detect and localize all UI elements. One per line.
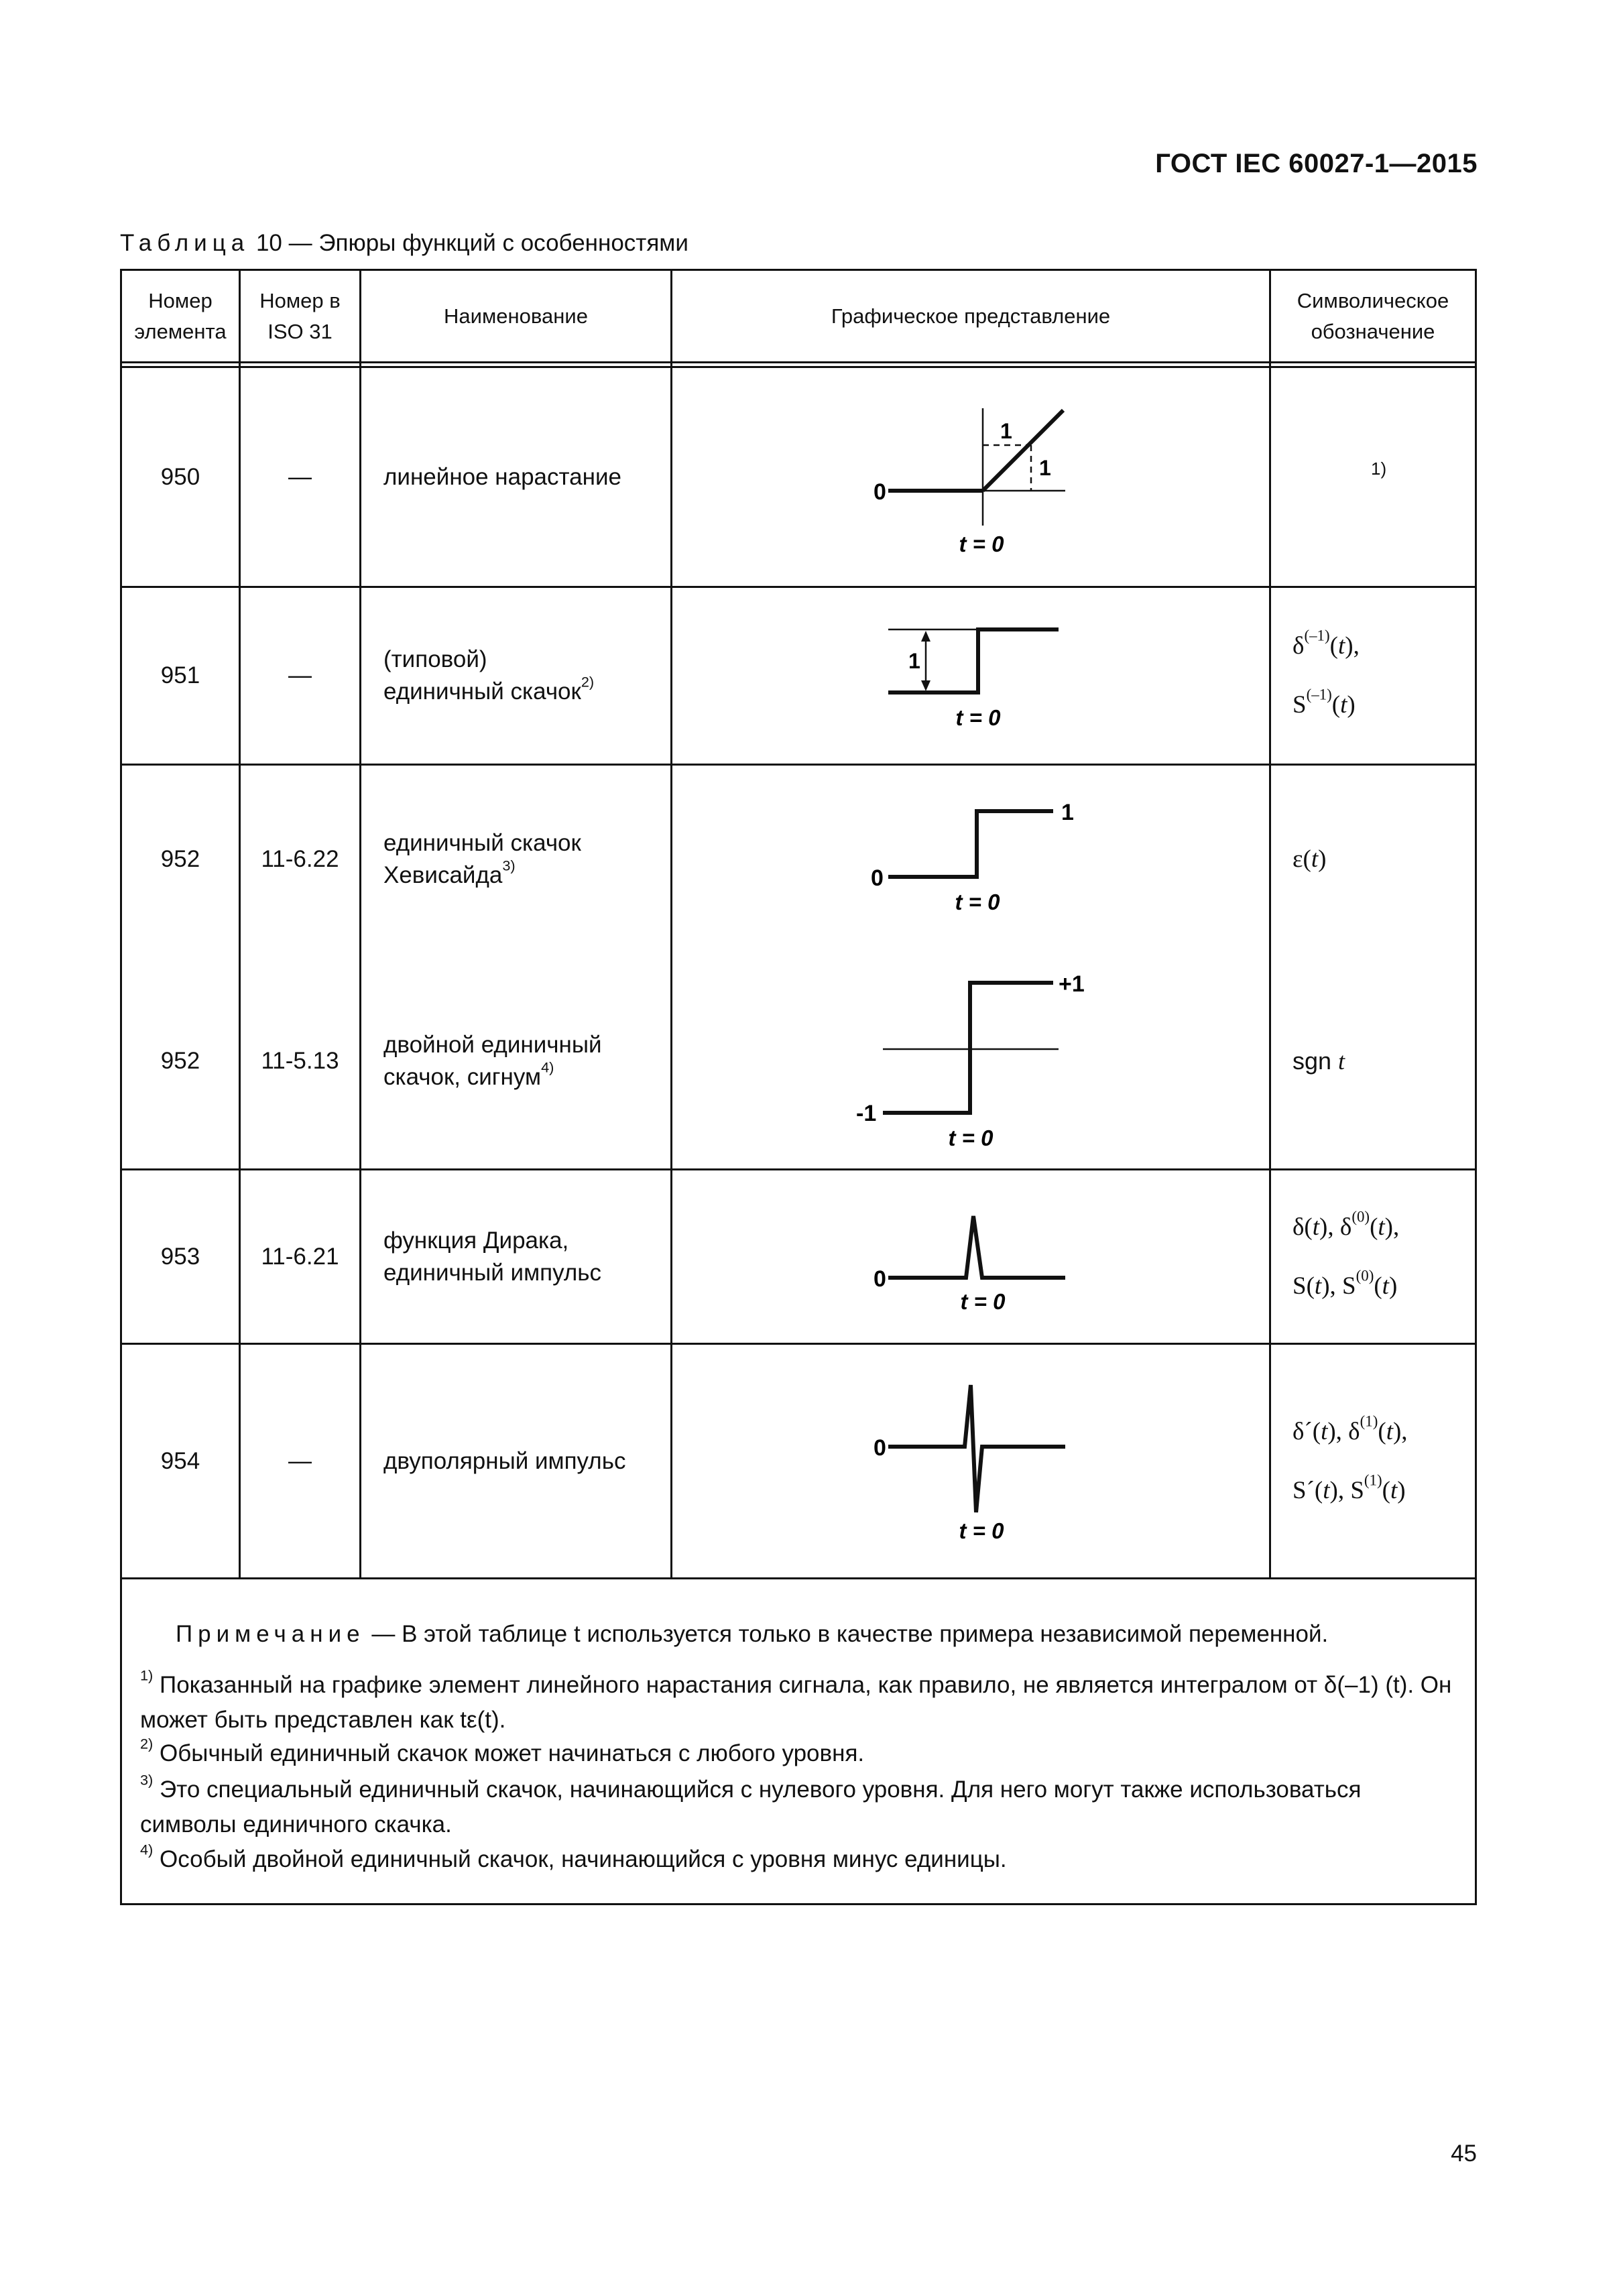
dirac-impulse-line [888, 1216, 1065, 1278]
footnote-2 [140, 1736, 1457, 1771]
note-text: В этой таблице t используется только в качестве примера независимой переменной. [402, 1621, 1329, 1647]
column-header-name: Наименование [444, 304, 588, 328]
table-note [176, 1617, 1463, 1652]
column-divider [359, 269, 361, 1578]
unit-step-t0-label: t = 0 [955, 705, 1001, 730]
footnote-1 [140, 1668, 1457, 1738]
row-951-name-footnote: 2) [581, 673, 595, 690]
footnote-1-text: Показанный на графике элемент линейного нарастания сигнала, как правило, не является интегралом от δ(–1) (t). Он может быть представлен как tε(t). [140, 1672, 1452, 1733]
row-952-symbol-line: ε(t) [1293, 845, 1327, 873]
row-952-name-line: Хевисайда [383, 862, 503, 888]
signum-graph [672, 953, 1269, 1168]
ramp-line [983, 410, 1063, 491]
row-952-sgn-name-footnote: 4) [541, 1059, 554, 1076]
unit-step-arrowhead-up [921, 631, 930, 642]
row-953-symbol [1293, 1170, 1470, 1343]
note-label: Примечание [176, 1621, 365, 1647]
row-954-symbol-line: S´(t), $S^{(1)}(t)$ [1293, 1471, 1406, 1504]
row-952-number: 952 [160, 846, 200, 872]
signum-t0-label: t = 0 [948, 1126, 994, 1150]
row-952-symbol [1293, 766, 1470, 953]
row-950-name [383, 368, 665, 586]
note-dash: — [371, 1621, 396, 1647]
footnote-3-mark: 3) [140, 1771, 154, 1789]
row-952-iso: 11-6.22 [261, 846, 339, 872]
dirac-graph [672, 1170, 1269, 1343]
row-953-symbol-line: S(t), $S^{(0)}(t)$ [1293, 1267, 1398, 1300]
footnote-4-text: Особый двойной единичный скачок, начинающийся с уровня минус единицы. [160, 1846, 1007, 1872]
caption-title: Эпюры функций с особенностями [318, 230, 688, 256]
row-954-number: 954 [160, 1447, 200, 1474]
row-952-sgn-symbol [1293, 953, 1470, 1168]
row-952-sgn-name-line: скачок, сигнум [383, 1063, 542, 1090]
row-950-symbol-footnote: 1) [1371, 459, 1387, 479]
dirac-zero-label: 0 [874, 1266, 886, 1292]
row-952-sgn-name [383, 953, 665, 1168]
row-951-iso: — [288, 662, 312, 688]
footnote-3-text: Это специальный единичный скачок, начинающийся с нулевого уровня. Для него могут также использоваться символы единичного скачка. [140, 1776, 1362, 1837]
row-951-number: 951 [160, 662, 200, 688]
footnote-1-mark: 1) [140, 1667, 154, 1684]
row-952-sgn-number: 952 [160, 1047, 200, 1074]
footnote-4-mark: 4) [140, 1841, 154, 1858]
row-950-number: 950 [160, 463, 200, 490]
row-954-name [383, 1345, 665, 1577]
row-953-name-line: функция Дирака, [383, 1227, 569, 1254]
standard-designation: ГОСТ IEC 60027-1—2015 [1155, 149, 1478, 178]
unit-step-one-label: 1 [908, 649, 920, 673]
row-951-name-line: (типовой) [383, 646, 487, 672]
heaviside-one-label: 1 [1061, 800, 1074, 825]
row-952-sgn-symbol-line: sgn t [1293, 1046, 1345, 1075]
row-952-sgn-name-line: двойной единичный [383, 1031, 602, 1058]
row-954-symbol-line: δ´(t), $\delta^{(1)}(t)$, [1293, 1412, 1408, 1445]
page-number: 45 [1451, 2140, 1477, 2167]
row-953-symbol-line: δ(t), $\delta^{(0)}(t)$, [1293, 1208, 1400, 1241]
row-954-name-line: двуполярный импульс [383, 1447, 626, 1474]
table-body-end-rule [120, 1577, 1477, 1579]
unit-step-arrowhead-down [921, 680, 930, 691]
dirac-t0-label: t = 0 [960, 1289, 1006, 1314]
ramp-one-horizontal-label: 1 [1000, 419, 1012, 443]
ramp-graph [672, 368, 1269, 586]
bipolar-zero-label: 0 [874, 1435, 886, 1461]
column-header-iso: Номер в ISO 31 [259, 288, 341, 343]
heaviside-zero-label: 0 [871, 865, 884, 891]
heaviside-step-line [888, 811, 1053, 877]
ramp-zero-label: 0 [874, 479, 886, 505]
footnote-3 [140, 1772, 1457, 1842]
row-951-symbol-line: $S^{(-1)}(t)$ [1293, 686, 1356, 719]
row-952-name [383, 766, 665, 953]
footnote-4 [140, 1842, 1457, 1877]
column-header-graph: Графическое представление [831, 304, 1111, 328]
caption-dash: — [288, 230, 312, 256]
ramp-one-vertical-label: 1 [1039, 456, 1051, 480]
bipolar-t0-label: t = 0 [959, 1518, 1004, 1543]
column-header-number: Номер элемента [134, 288, 227, 343]
row-950-iso: — [288, 463, 312, 490]
row-950-name-line: линейное нарастание [383, 463, 621, 490]
row-951-name-line: единичный скачок [383, 678, 581, 705]
row-953-name [383, 1170, 665, 1343]
bipolar-impulse-graph [672, 1345, 1269, 1577]
row-953-number: 953 [160, 1243, 200, 1270]
row-952-name-footnote: 3) [502, 857, 516, 874]
caption-label: Таблица [120, 230, 250, 256]
row-953-name-line: единичный импульс [383, 1259, 601, 1286]
caption-number: 10 [255, 230, 282, 256]
row-952-name-line: единичный скачок [383, 830, 581, 856]
row-954-iso: — [288, 1447, 312, 1474]
unit-step-graph [672, 588, 1269, 764]
ramp-t0-label: t = 0 [959, 532, 1004, 556]
heaviside-graph [672, 766, 1269, 953]
row-951-name [383, 588, 665, 764]
row-953-iso: 11-6.21 [261, 1243, 339, 1270]
header-rule [120, 361, 1477, 363]
footnote-2-text: Обычный единичный скачок может начинаться с любого уровня. [160, 1740, 865, 1766]
row-951-symbol [1293, 588, 1470, 764]
column-header-symbol: Символическое обозначение [1297, 288, 1449, 343]
row-952-sgn-iso: 11-5.13 [261, 1047, 339, 1074]
column-divider [1269, 269, 1271, 1578]
heaviside-t0-label: t = 0 [955, 890, 1000, 914]
bipolar-impulse-line [888, 1385, 1065, 1512]
signum-plus-label: +1 [1059, 971, 1085, 997]
row-951-symbol-line: $\delta^{(-1)}(t)$, [1293, 627, 1360, 660]
table-caption [120, 230, 688, 257]
signum-step-line [883, 983, 1053, 1113]
footnote-2-mark: 2) [140, 1735, 154, 1752]
row-954-symbol [1293, 1345, 1470, 1577]
signum-minus-label: -1 [856, 1101, 877, 1126]
